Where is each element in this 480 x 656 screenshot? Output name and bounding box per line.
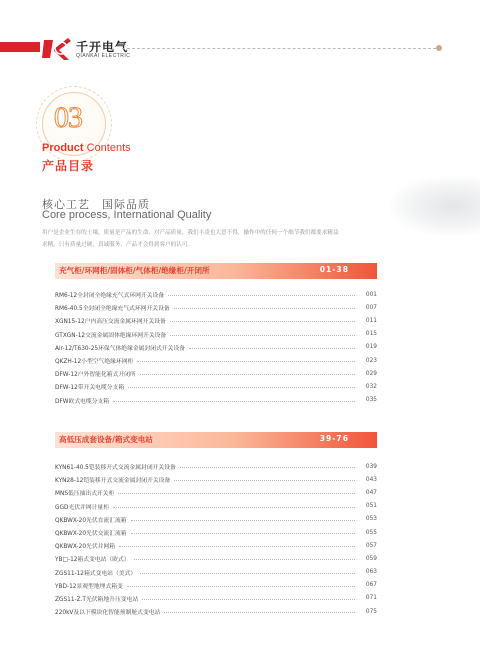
toc-item[interactable]	[55, 367, 377, 380]
chapter-title-en-normal: Contents	[86, 142, 131, 154]
chapter-number: 03	[54, 101, 82, 134]
toc-item[interactable]	[55, 301, 377, 314]
toc-item[interactable]	[55, 500, 377, 513]
toc-item-title: ZGS11-Z.T光伏箱地升压变电站	[55, 594, 142, 603]
toc-item-page: 032	[365, 383, 377, 390]
section-header-2	[55, 432, 377, 448]
toc-item-page: 043	[365, 476, 377, 483]
leader-dots	[127, 586, 355, 587]
toc-item-title: 220kV及以下模块化智能预制舱式变电站	[55, 607, 164, 616]
toc-item-title: MNS低压抽出式开关柜	[55, 488, 118, 497]
toc-item-page: 011	[365, 317, 377, 324]
toc-item[interactable]	[55, 288, 377, 301]
chapter-title-en-bold: Product	[42, 142, 84, 154]
toc-item[interactable]	[55, 513, 377, 526]
section-page-range: 01-38	[319, 265, 349, 274]
toc-item[interactable]	[55, 539, 377, 552]
toc-item[interactable]	[55, 394, 377, 407]
leader-dots	[128, 387, 355, 388]
toc-item-page: 023	[365, 357, 377, 364]
toc-item-title: YB□-12箱式变电站（欧式）	[55, 554, 134, 563]
toc-item[interactable]	[55, 328, 377, 341]
toc-item[interactable]	[55, 605, 377, 618]
toc-item[interactable]	[55, 473, 377, 486]
toc-item[interactable]	[55, 579, 377, 592]
toc-item[interactable]	[55, 314, 377, 327]
brand-name-en: QIANKAI ELECTRIC	[76, 53, 131, 59]
leader-dots	[131, 533, 355, 534]
leader-dots	[174, 308, 355, 309]
leader-dots	[119, 546, 355, 547]
toc-item-title: QKBWX-20光伏交流汇流箱	[55, 528, 131, 537]
toc-list-2	[55, 460, 377, 618]
leader-dots	[113, 401, 355, 402]
section-title: 充气柜/环网柜/固体柜/气体柜/绝缘柜/开闭所	[59, 266, 210, 275]
leader-dots	[170, 335, 355, 336]
leader-dots	[113, 507, 355, 508]
toc-list-1	[55, 288, 377, 407]
leader-dots	[140, 573, 355, 574]
toc-item-title: GTXGN-12交流金属固体绝缘环网开关设备	[55, 330, 170, 339]
toc-item[interactable]	[55, 486, 377, 499]
leader-dots	[164, 612, 355, 613]
toc-item[interactable]	[55, 354, 377, 367]
header-divider	[122, 48, 436, 49]
toc-item-title: KYN28-12铠装移开式交流金属封闭开关设备	[55, 475, 174, 484]
leader-dots	[131, 520, 355, 521]
toc-item[interactable]	[55, 341, 377, 354]
toc-item-title: DFW-12带开关电缆分支箱	[55, 382, 128, 391]
toc-item-page: 029	[365, 370, 377, 377]
leader-dots	[140, 374, 355, 375]
toc-item-page: 055	[365, 529, 377, 536]
company-logo-icon	[42, 36, 72, 62]
header-accent-bar	[0, 42, 40, 52]
leader-dots	[118, 493, 355, 494]
toc-item-page: 075	[365, 608, 377, 615]
watercolor-decoration	[390, 176, 480, 236]
toc-item-page: 059	[365, 555, 377, 562]
leader-dots	[142, 599, 355, 600]
toc-item-page: 063	[365, 569, 377, 576]
toc-item[interactable]	[55, 526, 377, 539]
section-page-range: 39-76	[319, 434, 349, 443]
section-header-1	[55, 263, 377, 279]
leader-dots	[174, 480, 355, 481]
brand-name-cn: 千开电气	[76, 40, 129, 54]
toc-item-title: YBD-12景观型地埋式箱变	[55, 581, 127, 590]
toc-item-page: 047	[365, 489, 377, 496]
toc-item-page: 035	[365, 397, 377, 404]
chapter-title-cn: 产品目录	[42, 159, 95, 173]
toc-item[interactable]	[55, 552, 377, 565]
toc-item-page: 067	[365, 582, 377, 589]
toc-item-page: 007	[365, 304, 377, 311]
section-title: 高低压成套设备/箱式变电站	[59, 435, 153, 444]
toc-item-page: 071	[365, 595, 377, 602]
leader-dots	[180, 467, 355, 468]
toc-item-title: KYN61-40.5铠装移开式交流金属封闭开关设备	[55, 462, 180, 471]
toc-item[interactable]	[55, 380, 377, 393]
toc-item-title: DFW-12户外智能化箱式开闭所	[55, 369, 140, 378]
toc-item-title: QKZH-12小型空气绝缘环网柜	[55, 356, 137, 365]
leader-dots	[170, 321, 355, 322]
toc-item-title: XGN15-12户内高压交流金属环网开关设备	[55, 316, 170, 325]
toc-item-page: 001	[365, 291, 377, 298]
toc-item-page: 053	[365, 516, 377, 523]
toc-item-page: 057	[365, 542, 377, 549]
toc-item-title: GGD光伏并网计量柜	[55, 502, 113, 511]
toc-item-page: 051	[365, 503, 377, 510]
toc-item[interactable]	[55, 566, 377, 579]
toc-item-title: ZGS11-12箱式变电站（美式）	[55, 568, 140, 577]
intro-heading-en: Core process, International Quality	[42, 209, 212, 221]
toc-item-page: 019	[365, 344, 377, 351]
toc-item-title: QKBWX-20光伏并网箱	[55, 541, 119, 550]
toc-item-title: QKBWX-20光伏直流汇流箱	[55, 515, 131, 524]
intro-heading-cn: 核心工艺 国际品质	[42, 198, 150, 211]
leader-dots	[168, 295, 355, 296]
leader-dots	[134, 559, 355, 560]
toc-item-title: RM6-12全封闭全绝缘充气式环网开关设备	[55, 290, 168, 299]
toc-item-title: Air-12/T630-25环保气体绝缘金属封闭式开关设备	[55, 343, 189, 352]
toc-item[interactable]	[55, 460, 377, 473]
toc-item-title: RM6-40.5全封闭全绝缘充气式环网开关设备	[55, 303, 174, 312]
chapter-title-en	[42, 142, 131, 154]
toc-item-page: 015	[365, 331, 377, 338]
toc-item[interactable]	[55, 592, 377, 605]
toc-item-title: DFW欧式电缆分支箱	[55, 396, 113, 405]
header-end-dot	[436, 45, 442, 51]
intro-description: 用户是企业生存的土壤，质量是产品的生命。对产品质量，我们丰凌也大意不得，操作中的任何一个细节我们都要求精益求精。只有质量过硬，真诚服务，产品才会得到客户的认可。	[42, 230, 339, 248]
toc-item-page: 039	[365, 463, 377, 470]
leader-dots	[137, 361, 355, 362]
leader-dots	[189, 348, 355, 349]
